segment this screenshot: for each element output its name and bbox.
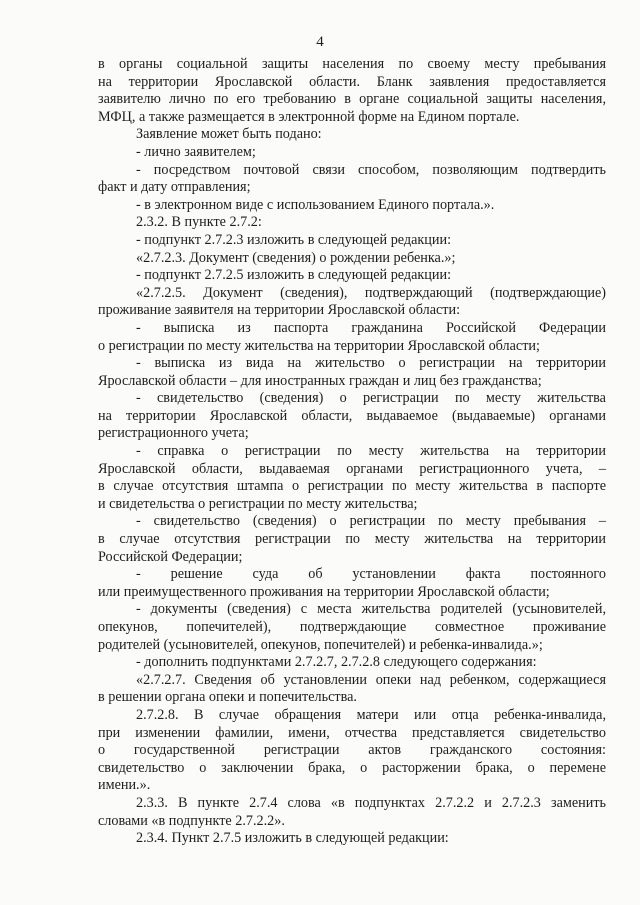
text-line: 2.3.2. В пункте 2.7.2:: [136, 214, 262, 231]
text-line: родителей (усыновителей, опекунов, попечителей) и ребенка-инвалида.»;: [98, 636, 543, 653]
text-line: - документы (сведения) с места жительства родителей (усыновителей,: [136, 601, 606, 618]
text-line: и свидетельства о регистрации по месту жительства;: [98, 495, 418, 512]
text-line: 2.3.3. В пункте 2.7.4 слова «в подпунктах 2.7.2.2 и 2.7.2.3 заменить: [136, 794, 606, 811]
text-line: факт и дату отправления;: [98, 179, 251, 196]
document-body: [98, 56, 606, 848]
page-number: 4: [316, 34, 324, 50]
text-line: 2.3.4. Пункт 2.7.5 изложить в следующей редакции:: [136, 830, 449, 847]
text-line: Ярославской области, выдаваемая органами регистрационного учета, –: [98, 460, 606, 477]
text-line: Заявление может быть подано:: [136, 126, 322, 143]
text-line: при изменении фамилии, имени, отчества представляется свидетельство: [98, 724, 606, 741]
text-line: - решение суда об установлении факта постоянного: [136, 566, 606, 583]
text-line: - выписка из вида на жительство о регистрации на территории: [136, 355, 606, 372]
text-line: регистрационного учета;: [98, 425, 249, 442]
text-line: «2.7.2.3. Документ (сведения) о рождении ребенка.»;: [136, 249, 456, 266]
text-line: МФЦ, а также размещается в электронной форме на Едином портале.: [98, 108, 520, 125]
text-line: - подпункт 2.7.2.3 изложить в следующей редакции:: [136, 231, 452, 248]
text-line: - подпункт 2.7.2.5 изложить в следующей редакции:: [136, 267, 452, 284]
text-line: о государственной регистрации актов гражданского состояния:: [98, 742, 606, 759]
text-line: - справка о регистрации по месту жительства на территории: [136, 443, 606, 460]
text-line: словами «в подпункте 2.7.2.2».: [98, 812, 285, 829]
text-line: Ярославской области – для иностранных граждан и лиц без гражданства;: [98, 372, 542, 389]
text-line: имени.».: [98, 777, 151, 794]
text-line: проживание заявителя на территории Ярославской области:: [98, 302, 461, 319]
text-line: Российской Федерации;: [98, 548, 243, 565]
text-line: на территории Ярославской области. Бланк заявления предоставляется: [98, 73, 606, 90]
text-line: в случае отсутствия регистрации по месту жительства на территории: [98, 531, 606, 548]
text-line: «2.7.2.7. Сведения об установлении опеки над ребенком, содержащиеся: [136, 671, 606, 688]
text-line: «2.7.2.5. Документ (сведения), подтверждающий (подтверждающие): [136, 284, 606, 301]
text-line: 2.7.2.8. В случае обращения матери или отца ребенка-инвалида,: [136, 706, 606, 723]
text-line: - лично заявителем;: [136, 143, 256, 160]
text-line: - свидетельство (сведения) о регистрации по месту жительства: [136, 390, 606, 407]
text-line: на территории Ярославской области, выдаваемое (выдаваемые) органами: [98, 407, 606, 424]
text-line: в решении органа опеки и попечительства.: [98, 689, 357, 706]
text-line: заявителю лично по его требованию в органе социальной защиты населения,: [98, 91, 606, 108]
text-line: в случае отсутствия штампа о регистрации по месту жительства в паспорте: [98, 478, 606, 495]
text-line: в органы социальной защиты населения по своему месту пребывания: [98, 56, 606, 72]
text-line: или преимущественного проживания на территории Ярославской области;: [98, 583, 550, 600]
text-line: о регистрации по месту жительства на территории Ярославской области;: [98, 337, 540, 354]
text-line: - дополнить подпунктами 2.7.2.7, 2.7.2.8 следующего содержания:: [136, 654, 537, 671]
text-line: - в электронном виде с использованием Единого портала.».: [136, 196, 495, 213]
text-line: свидетельство о заключении брака, о расторжении брака, о перемене: [98, 759, 606, 776]
text-line: - свидетельство (сведения) о регистрации по месту пребывания –: [136, 513, 606, 530]
text-line: - посредством почтовой связи способом, позволяющим подтвердить: [136, 161, 606, 178]
text-line: - выписка из паспорта гражданина Российской Федерации: [136, 319, 606, 336]
text-line: опекунов, попечителей), подтверждающие совместное проживание: [98, 619, 606, 635]
